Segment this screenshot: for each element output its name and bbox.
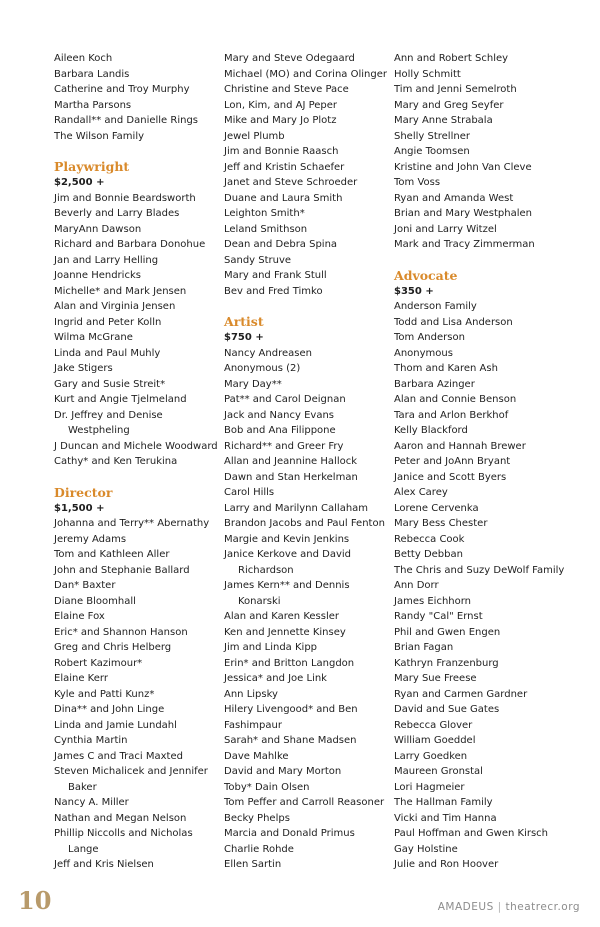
donor-name: Jessica* and Joe Link (224, 673, 327, 684)
donor-name: Tom and Kathleen Aller (54, 549, 170, 560)
donor-name-continuation: Westpheling (68, 425, 130, 436)
donor-name: Jeff and Kris Nielsen (54, 859, 154, 870)
donor-name: Randall** and Danielle Rings (54, 115, 199, 126)
donor-name: Beverly and Larry Blades (54, 208, 180, 219)
section-title: Director (54, 484, 113, 500)
donor-name: Richard** and Greer Fry (224, 440, 344, 452)
donor-name: Alex Carey (394, 487, 448, 498)
donor-name: Linda and Paul Muhly (54, 347, 161, 359)
donor-name: Richard and Barbara Donohue (54, 239, 206, 250)
donor-name: Barbara Azinger (394, 378, 475, 390)
donor-name: Phil and Gwen Engen (394, 626, 501, 638)
donor-name: Margie and Kevin Jenkins (224, 533, 350, 545)
donor-name: Larry Goedken (394, 750, 468, 762)
donor-name: Alan and Virginia Jensen (54, 301, 176, 312)
donor-name: David and Mary Morton (224, 766, 342, 777)
donor-name: Christine and Steve Pace (224, 84, 349, 95)
website-link[interactable]: theatrecr.org (505, 901, 580, 913)
donor-name: Betty Debban (394, 549, 463, 560)
column-2 (224, 51, 390, 873)
donor-name: Brandon Jacobs and Paul Fenton (224, 518, 385, 529)
donor-name: Ryan and Amanda West (394, 192, 514, 204)
donor-name: Jan and Larry Helling (54, 254, 159, 266)
donor-name: Jim and Bonnie Beardsworth (54, 192, 196, 204)
page-number: 10 (18, 886, 52, 915)
donor-name: Nancy Andreasen (224, 347, 312, 359)
donor-name: Joanne Hendricks (54, 270, 141, 281)
donor-name: Mary Bess Chester (394, 518, 488, 529)
section-title: Playwright (54, 159, 130, 174)
donor-name (54, 842, 216, 858)
section-amount: $1,500 + (54, 502, 105, 514)
donor-name: Marcia and Donald Primus (224, 828, 355, 839)
donor-names-list (54, 191, 216, 470)
donor-name: Peter and JoAnn Bryant (394, 456, 511, 467)
donor-name: Lorene Cervenka (394, 502, 479, 514)
donor-name: Steven Michalicek and Jennifer (54, 766, 208, 777)
donor-name: Diane Bloomhall (54, 595, 136, 607)
show-title: AMADEUS (437, 901, 494, 913)
donor-name: Rebecca Glover (394, 719, 473, 731)
donor-name: Janet and Steve Schroeder (224, 177, 358, 188)
donor-name: Erin* and Britton Langdon (224, 657, 355, 669)
donor-name: Jewel Plumb (224, 130, 285, 142)
donor-name: Tom Peffer and Carroll Reasoner (224, 797, 385, 808)
donor-name (224, 563, 390, 579)
donor-name: Leland Smithson (224, 223, 308, 235)
section-amount: $2,500 + (54, 177, 105, 188)
donor-name: Janice Kerkove and David (224, 549, 352, 560)
donor-name: Tom Voss (394, 177, 441, 188)
donor-name: James Eichhorn (394, 595, 472, 607)
donor-name: Nancy A. Miller (54, 797, 129, 808)
donor-name-continuation: Richardson (238, 564, 294, 576)
donor-names-list (394, 299, 584, 873)
donor-name: Randy "Cal" Ernst (394, 611, 483, 622)
donor-name: Linda and Jamie Lundahl (54, 719, 177, 731)
donor-name: Brian and Mary Westphalen (394, 208, 533, 219)
donor-name: Ingrid and Peter Kolln (54, 316, 162, 328)
donor-name: Michelle* and Mark Jensen (54, 285, 187, 297)
donor-name: Anderson Family (394, 301, 477, 312)
donor-name: Kristine and John Van Cleve (394, 161, 532, 173)
donor-name: Duane and Laura Smith (224, 192, 343, 204)
footer-credit (438, 901, 580, 913)
donor-name: Johanna and Terry** Abernathy (54, 518, 210, 529)
donor-name: Mary Day** (224, 378, 282, 390)
donor-name: The Hallman Family (394, 797, 493, 808)
donor-name: Mark and Tracy Zimmerman (394, 239, 535, 250)
section-amount: $750 + (224, 332, 264, 343)
donor-name: Robert Kazimour* (54, 657, 143, 669)
donor-name: Kelly Blackford (394, 425, 468, 436)
donor-name: Eric* and Shannon Hanson (54, 626, 188, 638)
donor-name (54, 780, 216, 796)
donor-name: Kathryn Franzenburg (394, 657, 499, 669)
donor-name: Jake Stigers (54, 363, 113, 374)
donor-name: Dave Mahlke (224, 750, 289, 762)
donor-name: Carol Hills (224, 487, 275, 498)
donor-name: Tom Anderson (394, 332, 465, 343)
donor-name: Maureen Gronstal (394, 766, 483, 777)
donor-name: Phillip Niccolls and Nicholas (54, 828, 193, 839)
donor-name: Mary and Greg Seyfer (394, 99, 504, 111)
donor-name: Holly Schmitt (394, 68, 461, 80)
donor-name: Jeremy Adams (54, 533, 127, 545)
donor-name: Jim and Bonnie Raasch (224, 146, 339, 157)
donor-name: Hilery Livengood* and Ben (224, 704, 358, 715)
donor-name: Anonymous (2) (224, 363, 301, 374)
donor-name: Elaine Kerr (54, 673, 108, 684)
donor-names-list (54, 516, 216, 873)
donor-names-list (224, 51, 390, 299)
donor-name: Ann Lipsky (224, 688, 278, 700)
donor-name: Michael (MO) and Corina Olinger (224, 68, 387, 80)
donor-name: Ken and Jennette Kinsey (224, 626, 346, 638)
donor-name: Elaine Fox (54, 611, 105, 622)
donor-name: Aileen Koch (54, 53, 113, 64)
donor-name: David and Sue Gates (394, 704, 500, 715)
donor-name: Barbara Landis (54, 68, 130, 80)
donor-name: Alan and Connie Benson (394, 394, 517, 405)
donor-name: Toby* Dain Olsen (224, 781, 310, 793)
section-amount: $350 + (394, 285, 434, 297)
donor-name: Aaron and Hannah Brewer (394, 440, 526, 452)
donor-name: James C and Traci Maxted (54, 750, 183, 762)
donor-name: Allan and Jeannine Hallock (224, 456, 357, 467)
donor-name: Rebecca Cook (394, 533, 465, 545)
donor-name: Kurt and Angie Tjelmeland (54, 394, 187, 405)
donor-name-continuation: Baker (68, 781, 97, 793)
donor-name: Cathy* and Ken Terukina (54, 456, 178, 467)
section-title: Artist (224, 314, 264, 329)
donor-name: Dan* Baxter (54, 580, 116, 591)
donor-name: Martha Parsons (54, 99, 132, 111)
donor-name: Nathan and Megan Nelson (54, 812, 187, 824)
donor-name: Leighton Smith* (224, 208, 305, 219)
donor-name: The Wilson Family (54, 130, 145, 142)
donor-name: Vicki and Tim Hanna (394, 812, 497, 824)
donor-name: Todd and Lisa Anderson (394, 316, 513, 328)
donor-name (54, 423, 216, 439)
donor-name: Mary Sue Freese (394, 673, 477, 684)
donor-name-continuation: Lange (68, 843, 99, 855)
column-3 (394, 51, 584, 873)
donor-name: Thom and Karen Ash (394, 363, 498, 374)
donor-name: Mary Anne Strabala (394, 115, 493, 126)
donor-name: Ryan and Carmen Gardner (394, 688, 528, 700)
donor-name: Janice and Scott Byers (394, 471, 507, 483)
donor-name: Mary and Frank Stull (224, 270, 327, 281)
donor-name: Wilma McGrane (54, 332, 133, 343)
donor-name: Paul Hoffman and Gwen Kirsch (394, 828, 548, 839)
donor-name: Sarah* and Shane Madsen (224, 735, 357, 746)
donor-name: Julie and Ron Hoover (394, 859, 499, 870)
donor-name: Gay Holstine (394, 843, 458, 855)
footer-separator: | (497, 901, 502, 913)
donor-name-continuation: Konarski (238, 595, 281, 607)
donor-names-list (224, 346, 390, 873)
donor-name: John and Stephanie Ballard (54, 564, 190, 576)
donor-name: James Kern** and Dennis (224, 580, 350, 591)
donor-name: Gary and Susie Streit* (54, 378, 166, 390)
donor-name: Shelly Strellner (394, 130, 470, 142)
donor-name: Bev and Fred Timko (224, 285, 323, 297)
donor-names-list (54, 51, 216, 144)
donor-name: Joni and Larry Witzel (394, 223, 497, 235)
donor-name: Ann Dorr (394, 580, 439, 591)
donor-name: Fashimpaur (224, 719, 282, 731)
donor-name: Tim and Jenni Semelroth (394, 84, 517, 95)
donor-name: Jack and Nancy Evans (224, 409, 334, 421)
donor-name: Kyle and Patti Kunz* (54, 688, 155, 700)
column-1 (54, 51, 216, 873)
donor-name: Cynthia Martin (54, 735, 128, 746)
donor-name: Mike and Mary Jo Plotz (224, 115, 337, 126)
section-title: Advocate (394, 267, 458, 283)
donor-name: Angie Toomsen (394, 146, 470, 157)
donor-name: J Duncan and Michele Woodward (54, 440, 218, 452)
donor-name: Dawn and Stan Herkelman (224, 471, 358, 483)
donor-name: MaryAnn Dawson (54, 223, 142, 235)
donor-names-list (394, 51, 584, 253)
donor-name: Catherine and Troy Murphy (54, 84, 190, 95)
donor-name: Pat** and Carol Deignan (224, 394, 346, 405)
donor-name: Charlie Rohde (224, 843, 294, 855)
donor-name: Greg and Chris Helberg (54, 642, 172, 653)
donor-name: Ellen Sartin (224, 859, 282, 870)
donor-name: Sandy Struve (224, 254, 292, 266)
donor-name: Anonymous (394, 347, 453, 359)
donor-name: Jeff and Kristin Schaefer (224, 161, 345, 173)
donor-name: Mary and Steve Odegaard (224, 53, 355, 64)
donor-name (224, 594, 390, 610)
donor-name: Lon, Kim, and AJ Peper (224, 99, 338, 111)
donor-name: Dean and Debra Spina (224, 239, 338, 250)
donor-name: Jim and Linda Kipp (224, 642, 318, 653)
donor-name: Tara and Arlon Berkhof (394, 409, 509, 421)
donor-name: Alan and Karen Kessler (224, 611, 339, 622)
donor-name: Larry and Marilynn Callaham (224, 502, 369, 514)
donor-name: Dina** and John Linge (54, 704, 165, 715)
donor-name: Ann and Robert Schley (394, 53, 509, 64)
donor-name: The Chris and Suzy DeWolf Family (394, 564, 565, 576)
donor-name: Brian Fagan (394, 642, 454, 653)
donor-name: William Goeddel (394, 735, 476, 746)
donor-name: Dr. Jeffrey and Denise (54, 409, 163, 421)
donor-name: Lori Hagmeier (394, 781, 465, 793)
donor-name: Bob and Ana Filippone (224, 425, 336, 436)
donor-name: Becky Phelps (224, 812, 290, 824)
